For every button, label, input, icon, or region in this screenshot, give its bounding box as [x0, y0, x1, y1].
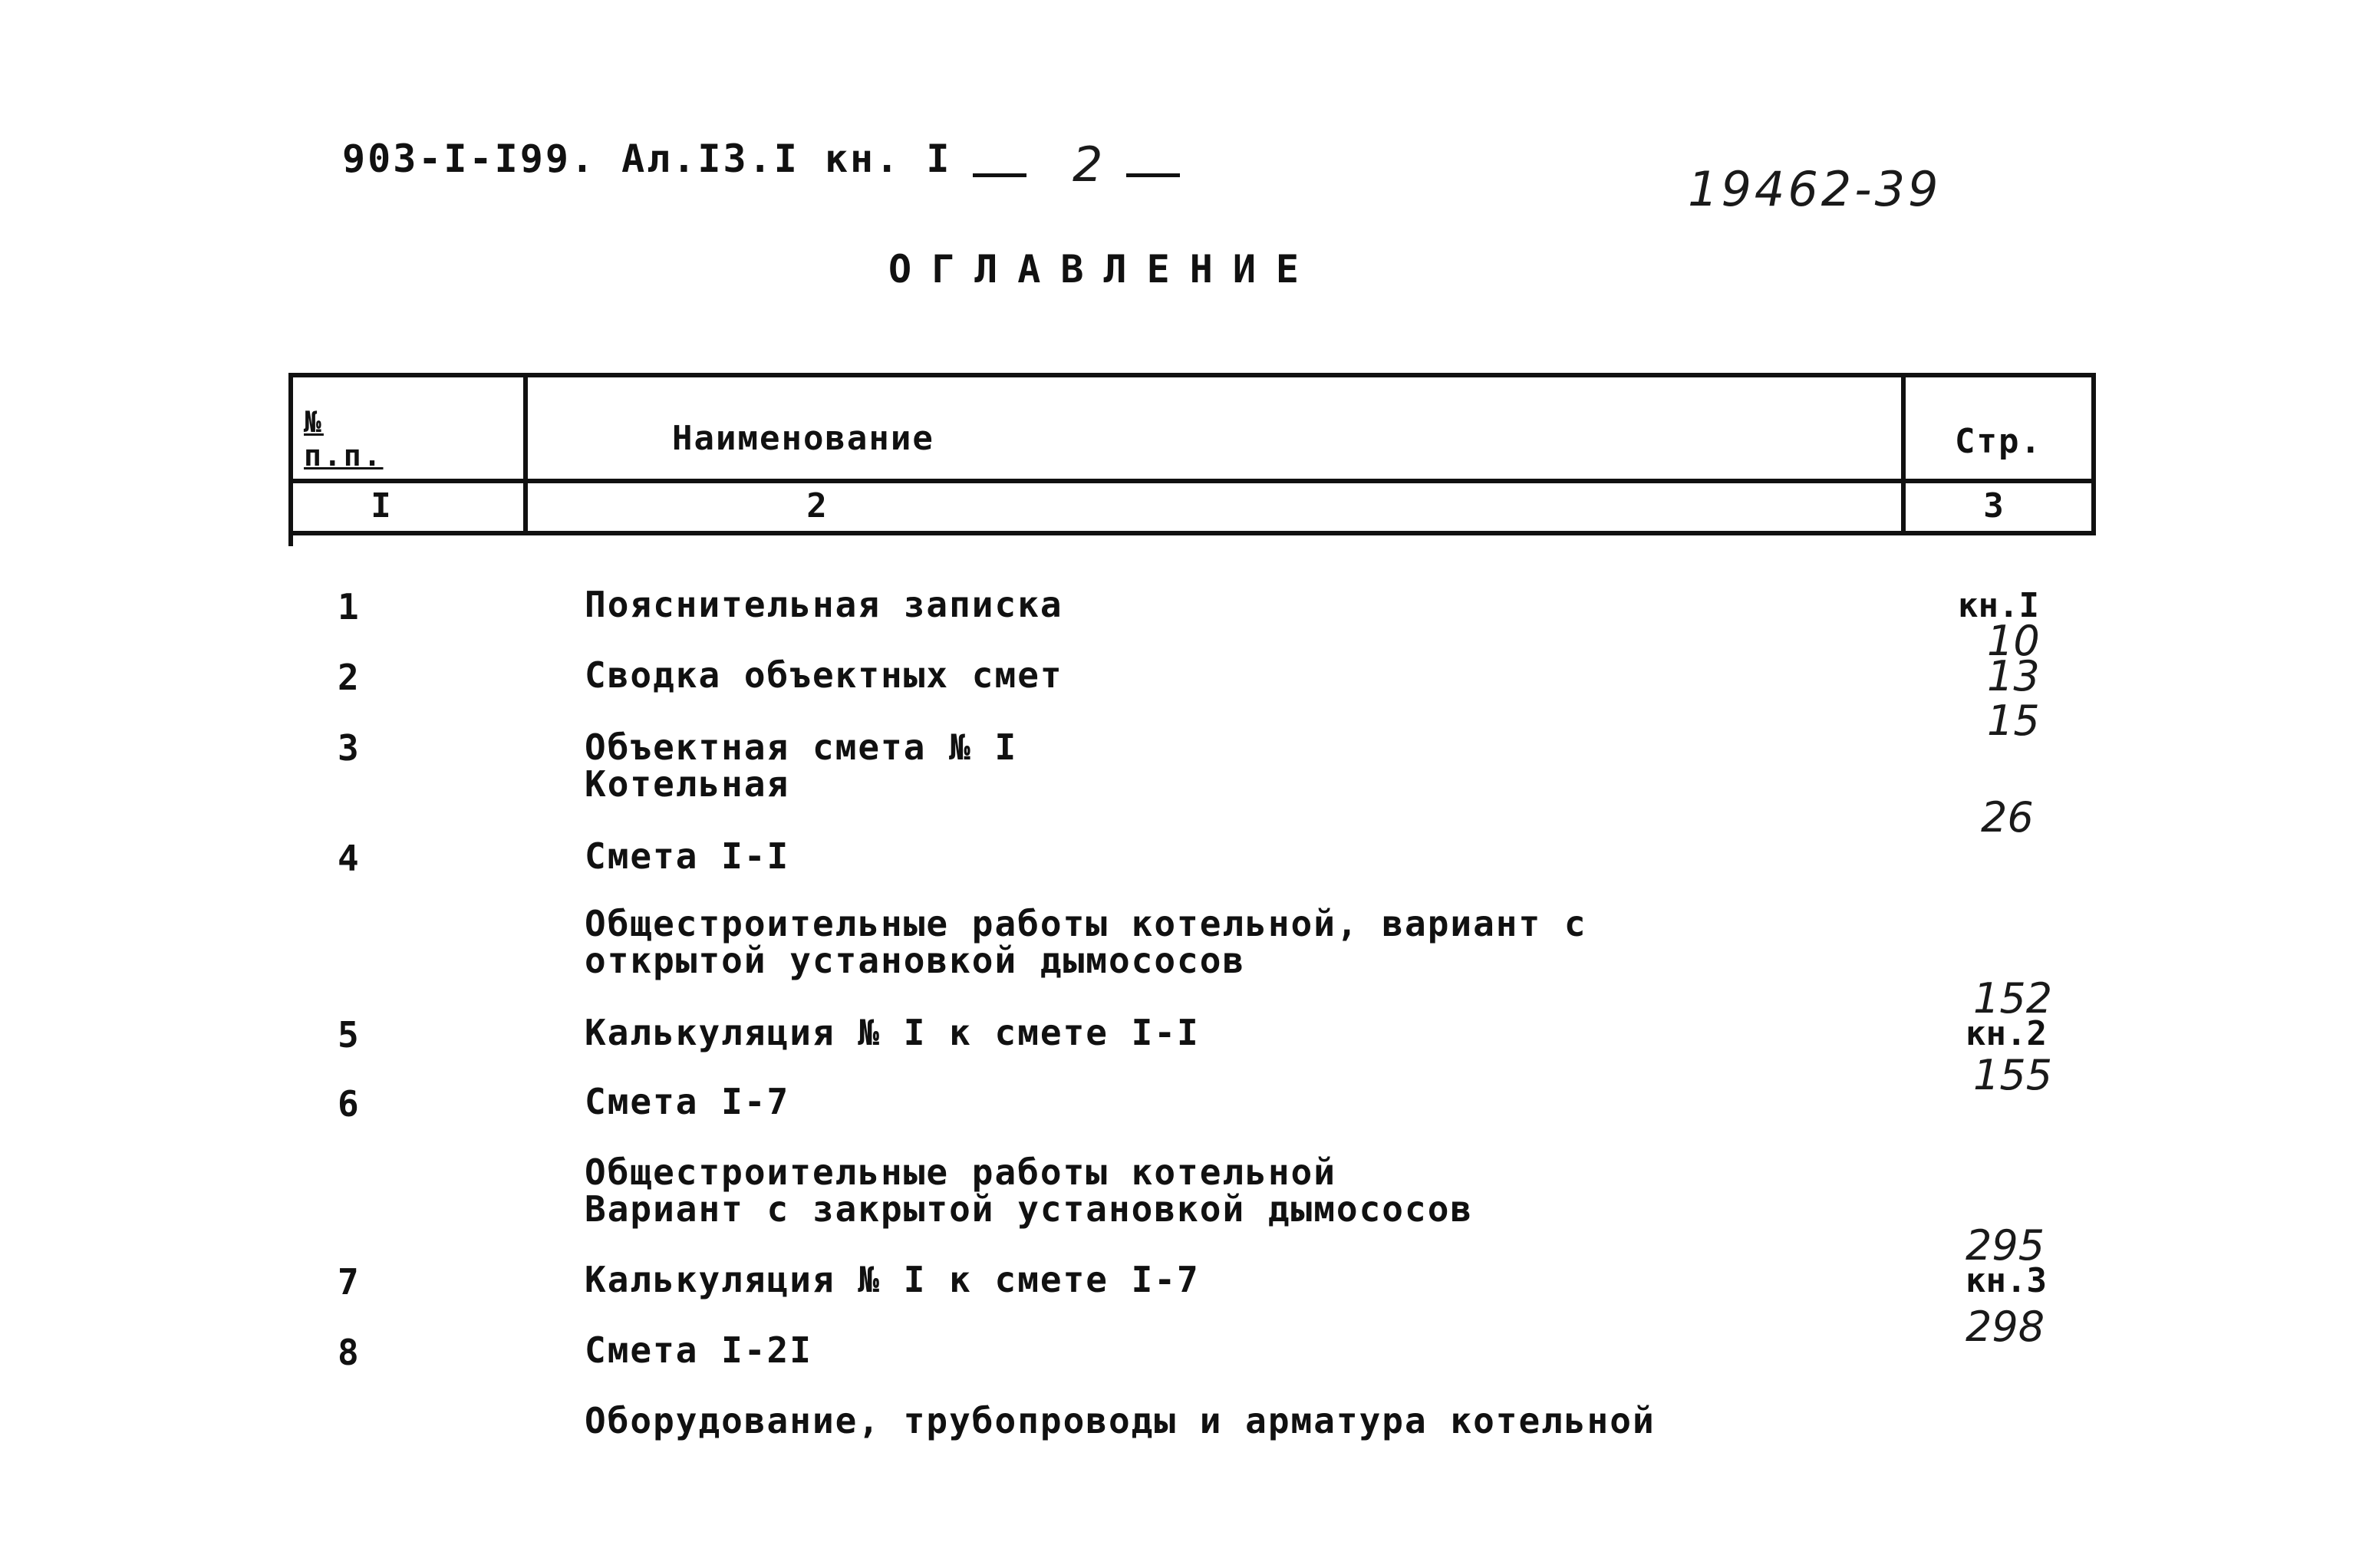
page-reference: 152: [1973, 974, 2053, 1023]
page-title: ОГЛАВЛЕНИЕ: [888, 247, 1320, 292]
row-subtitle: Вариант с закрытой установкой дымососов: [585, 1188, 1474, 1230]
row-number: 3: [338, 727, 361, 769]
table-rule-bottom: [288, 531, 2096, 535]
document-code: 903-I-I99. Ал.I3.I кн. I: [342, 137, 952, 181]
row-title: Сводка объектных смет: [585, 654, 1063, 696]
table-rule-col1: [523, 373, 528, 535]
row-number: 8: [338, 1332, 361, 1373]
row-subtitle: Общестроительные работы котельной, вариант с: [585, 903, 1587, 944]
row-title: Пояснительная записка: [585, 584, 1063, 625]
row-subtitle: Оборудование, трубопроводы и арматура котельной: [585, 1400, 1656, 1441]
page-number: 2: [1073, 137, 1103, 193]
book-reference: кн.3: [1966, 1261, 2047, 1300]
column-number-2: 2: [806, 486, 829, 525]
book-reference: кн.2: [1966, 1014, 2047, 1053]
page-reference: 298: [1966, 1303, 2045, 1351]
page-number-dash-left: [973, 173, 1026, 177]
row-number: 6: [338, 1083, 361, 1125]
row-title: Котельная: [585, 763, 790, 805]
page-reference: 155: [1973, 1051, 2053, 1099]
inventory-number: 19462-39: [1688, 161, 1942, 217]
row-title: Калькуляция № I к смете I-I: [585, 1012, 1200, 1053]
page-reference: 26: [1981, 793, 2034, 842]
table-rule-top: [288, 373, 2096, 377]
row-title: Смета I-2I: [585, 1329, 812, 1371]
row-title: Смета I-I: [585, 835, 790, 877]
table-rule-col2: [1901, 373, 1906, 535]
row-number: 2: [338, 657, 361, 698]
page-reference: 13: [1987, 652, 2040, 700]
row-number: 1: [338, 586, 361, 628]
table-header: [288, 373, 2096, 535]
page-number-dash-right: [1126, 173, 1180, 177]
column-header-name: Наименование: [672, 419, 934, 458]
column-header-number: № п.п.: [304, 405, 384, 473]
row-title: Объектная смета № I: [585, 726, 1018, 768]
column-number-1: I: [371, 486, 394, 525]
page-reference: 295: [1966, 1221, 2045, 1270]
row-number: 7: [338, 1261, 361, 1303]
row-subtitle: Общестроительные работы котельной: [585, 1151, 1336, 1193]
table-rule-left: [288, 373, 293, 546]
row-subtitle: открытой установкой дымососов: [585, 940, 1246, 981]
table-rule-middle: [288, 479, 2096, 483]
page-reference: 15: [1987, 697, 2040, 745]
row-number: 4: [338, 838, 361, 879]
page-reference: 10: [1987, 617, 2040, 665]
row-title: Калькуляция № I к смете I-7: [585, 1259, 1200, 1300]
column-header-page: Стр.: [1955, 422, 2042, 461]
table-rule-right: [2091, 373, 2096, 535]
column-number-3: 3: [1983, 486, 2006, 525]
row-title: Смета I-7: [585, 1081, 790, 1122]
book-reference: кн.I: [1958, 586, 2039, 625]
row-number: 5: [338, 1014, 361, 1056]
